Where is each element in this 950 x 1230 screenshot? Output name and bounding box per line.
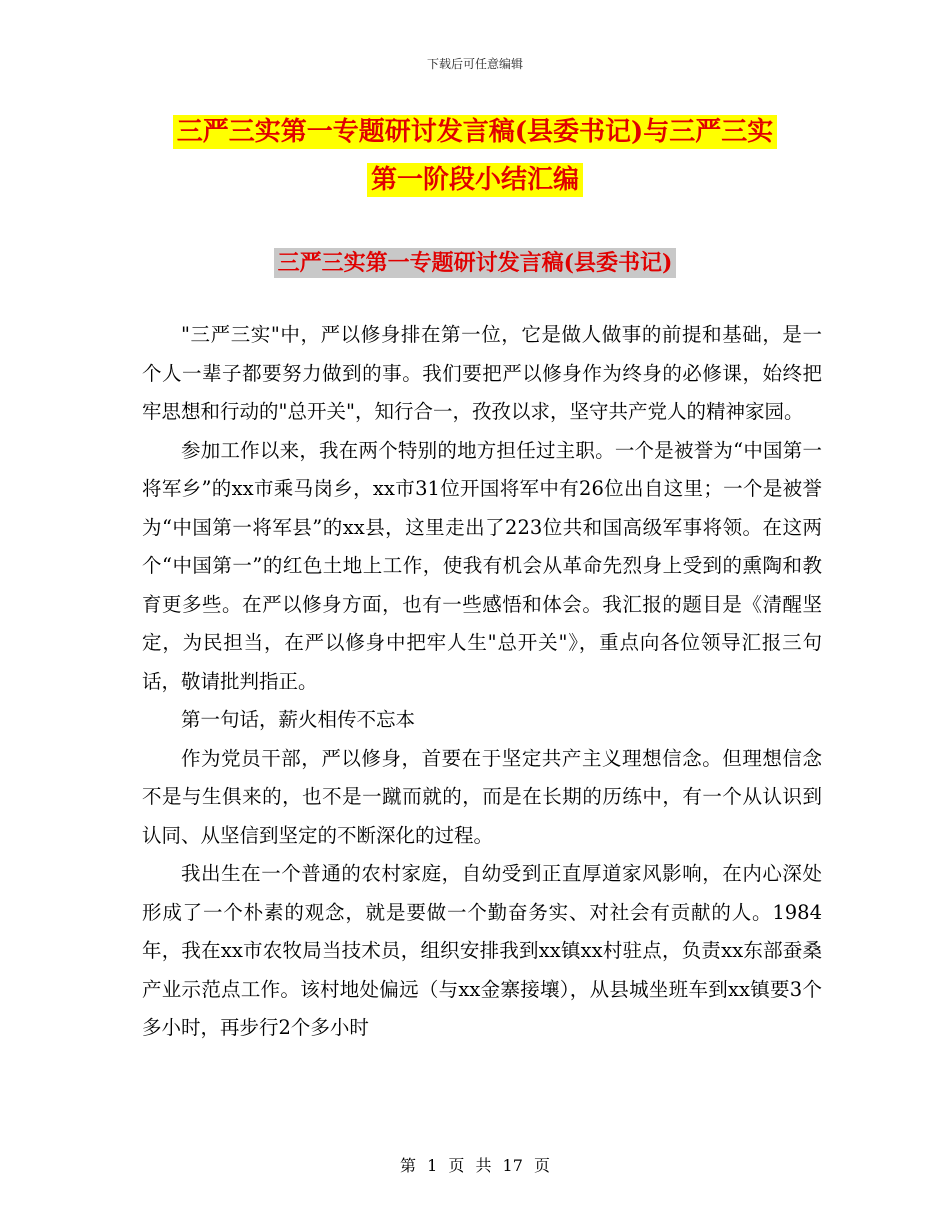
paragraph: "三严三实"中，严以修身排在第一位，它是做人做事的前提和基础，是一个人一辈子都要努力做到的事。我们要把严以修身作为终身的必修课，始终把牢思想和行动的"总开关"，知行合一，孜孜以求，坚守共产党人的精神家园。: [142, 323, 822, 423]
page-footer: 第 1 页 共 17 页: [400, 1156, 550, 1175]
title-line-1: 三严三实第一专题研讨发言稿(县委书记)与三严三实: [173, 115, 778, 149]
document-title: [0, 108, 950, 204]
section-title: [0, 246, 950, 277]
paragraph: 我出生在一个普通的农村家庭，自幼受到正直厚道家风影响，在内心深处形成了一个朴素的观念，就是要做一个勤奋务实、对社会有贡献的人。1984年，我在xx市农牧局当技术员，组织安排我到xx镇xx村驻点，负责xx东部蚕桑产业示范点工作。该村地处偏远（与xx金寨接壤），从县城坐班车到xx镇要3个多小时，再步行2个多小时: [142, 862, 822, 1039]
body-text: [142, 316, 822, 1048]
header-note: 下载后可任意编辑: [426, 57, 523, 71]
paragraph: 参加工作以来，我在两个特别的地方担任过主职。一个是被誉为“中国第一将军乡”的xx市乘马岗乡，xx市31位开国将军中有26位出自这里；一个是被誉为“中国第一将军县”的xx县，这里走出了223位共和国高级军事将领。在这两个“中国第一”的红色土地上工作，使我有机会从革命先烈身上受到的熏陶和教育更多些。在严以修身方面，也有一些感悟和体会。我汇报的题目是《清醒坚定，为民担当，在严以修身中把牢人生"总开关"》，重点向各位领导汇报三句话，敬请批判指正。: [142, 438, 822, 693]
paragraph-heading: 第一句话，薪火相传不忘本: [181, 708, 416, 731]
title-line-2: 第一阶段小结汇编: [367, 163, 583, 197]
paragraph: 作为党员干部，严以修身，首要在于坚定共产主义理想信念。但理想信念不是与生俱来的，也不是一蹴而就的，而是在长期的历练中，有一个从认识到认同、从坚信到坚定的不断深化的过程。: [142, 746, 822, 847]
section-title-text: 三严三实第一专题研讨发言稿(县委书记): [274, 248, 677, 278]
